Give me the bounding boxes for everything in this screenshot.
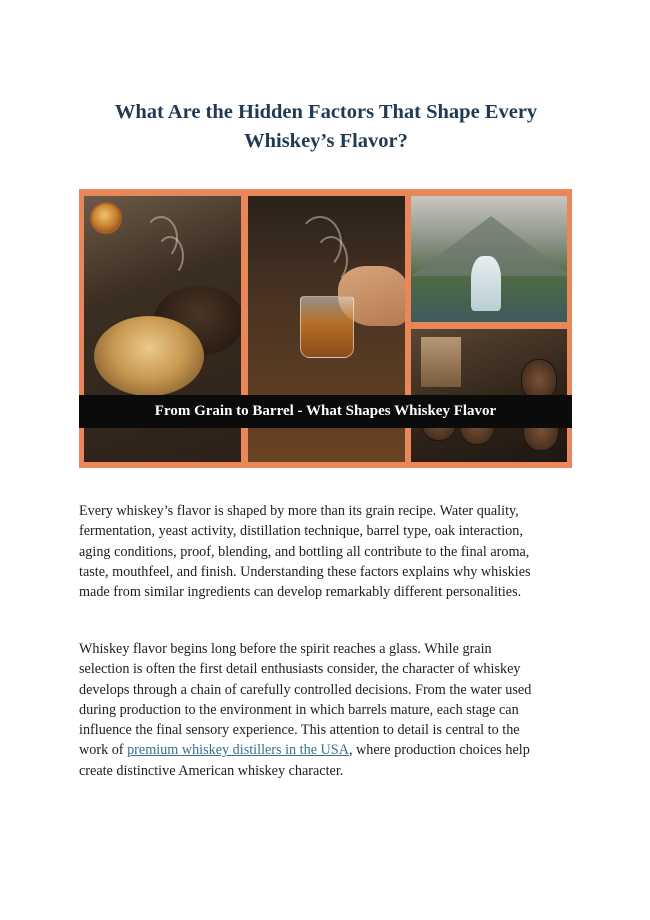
grain-pile xyxy=(94,316,204,396)
link-prefix-text: work of xyxy=(79,742,128,759)
paragraph-line: Whiskey flavor begins long before the spirit reaches a glass. While grain xyxy=(79,641,492,657)
distillers-link[interactable]: premium whiskey distillers in the USA xyxy=(127,742,349,759)
page-title xyxy=(70,98,582,156)
paragraph-line-with-link xyxy=(79,740,571,760)
paragraph-line: aging conditions, proof, blending, and bottling all contribute to the final aroma, xyxy=(79,543,530,560)
steam-icon xyxy=(156,236,184,276)
paragraph-line: taste, mouthfeel, and finish. Understanding these factors explains why whiskies xyxy=(79,563,531,580)
body-paragraph xyxy=(79,639,571,781)
distillery-logo-icon xyxy=(90,202,122,234)
paragraph-line: create distinctive American whiskey character. xyxy=(79,762,344,779)
paragraph-line: Every whiskey’s flavor is shaped by more than its grain recipe. Water quality, xyxy=(79,503,519,519)
waterfall-panel-image xyxy=(411,196,567,322)
paragraph-line: made from similar ingredients can develop remarkably different personalities. xyxy=(79,584,522,601)
page-title-line-1: What Are the Hidden Factors That Shape Every xyxy=(114,101,538,123)
waterfall xyxy=(471,256,501,311)
hero-banner: From Grain to Barrel - What Shapes Whiskey Flavor xyxy=(79,395,572,428)
whiskey-glass-icon xyxy=(300,296,354,358)
paragraph-line: influence the final sensory experience. This attention to detail is central to the xyxy=(79,722,520,739)
paragraph-line: develops through a chain of carefully controlled decisions. From the water used xyxy=(79,681,532,698)
window xyxy=(421,337,461,387)
paragraph-line: fermentation, yeast activity, distillation technique, barrel type, oak interaction, xyxy=(79,523,523,540)
hero-image xyxy=(79,189,572,468)
paragraph-line: selection is often the first detail enthusiasts consider, the character of whiskey xyxy=(79,661,521,678)
page-title-line-2: Whiskey’s Flavor? xyxy=(244,130,408,152)
paragraph-line: during production to the environment in which barrels mature, each stage can xyxy=(79,701,519,718)
link-suffix-text: , where production choices help xyxy=(348,742,530,759)
intro-paragraph xyxy=(79,501,571,602)
